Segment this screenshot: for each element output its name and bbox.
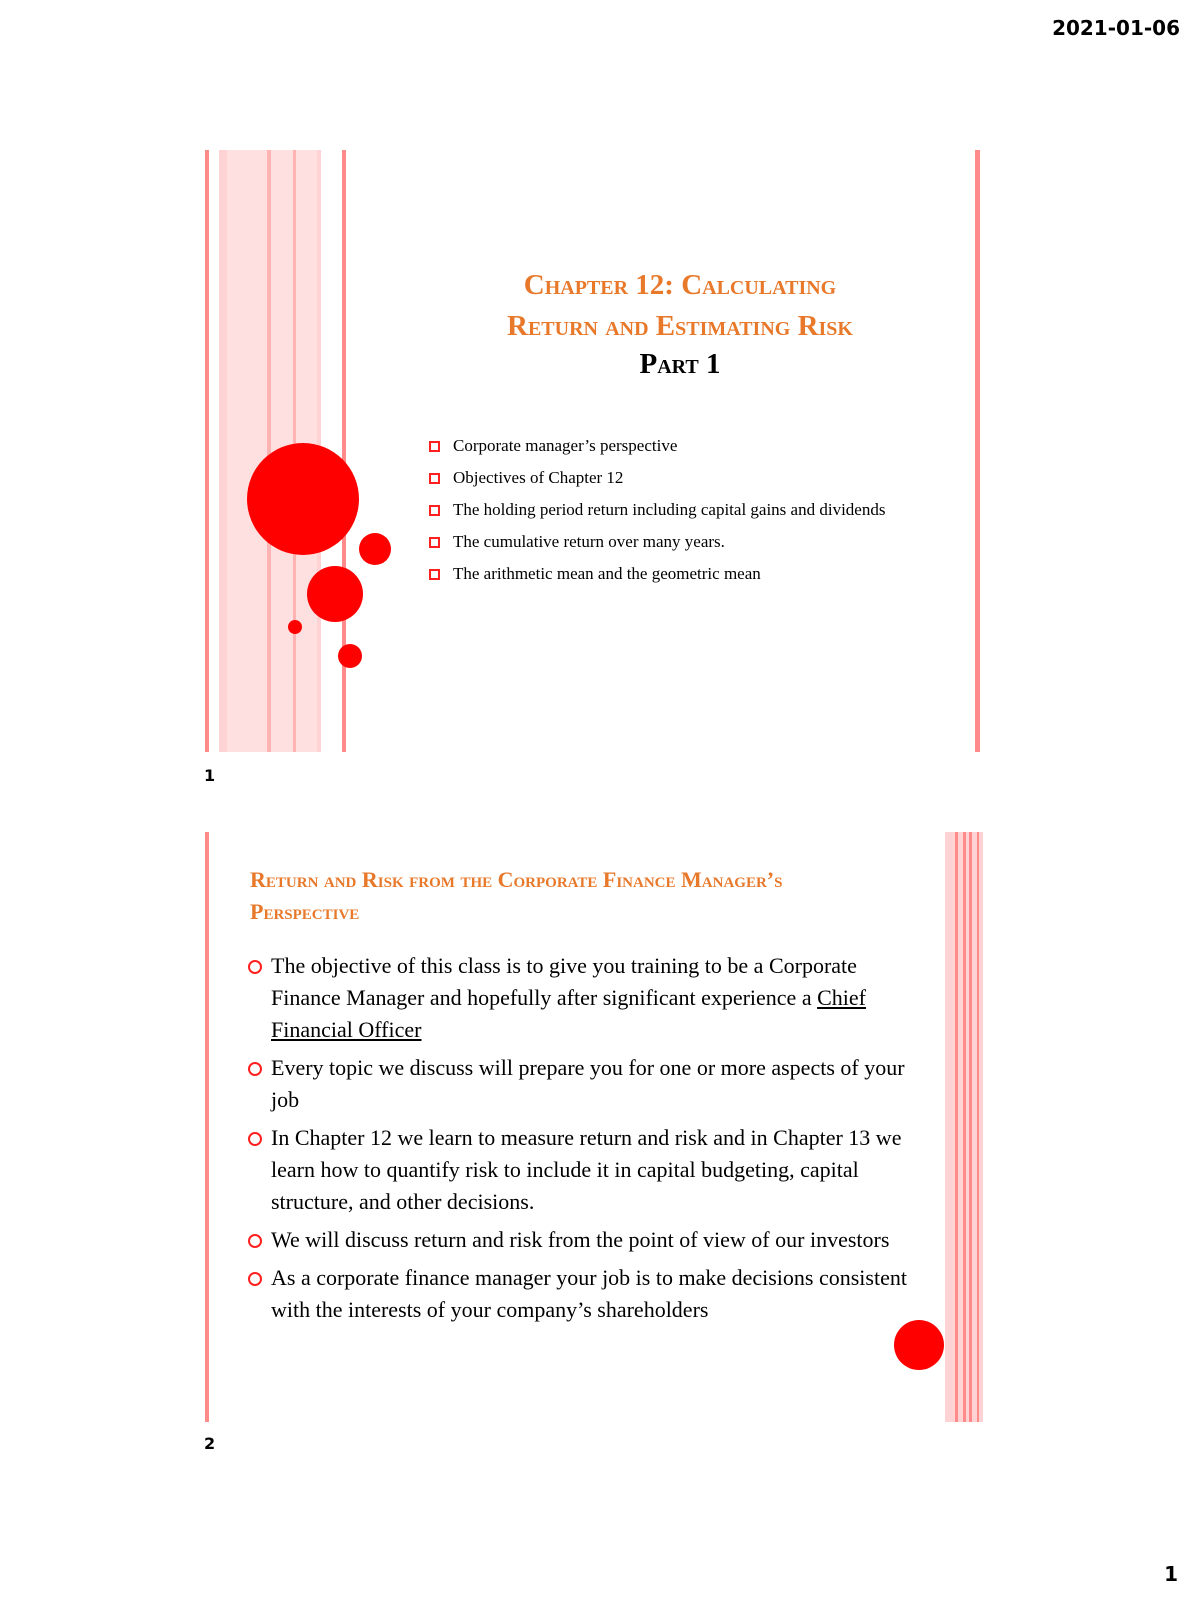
slide-title: Chapter 12: Calculating Return and Estimating Risk	[507, 269, 853, 342]
square-bullet-icon	[429, 569, 440, 580]
stripe	[955, 832, 958, 1422]
stripe	[969, 832, 972, 1422]
slide-title: Return and Risk from the Corporate Finance Manager’s Perspective	[250, 867, 783, 924]
list-item: The holding period return including capital gains and dividends	[429, 496, 949, 523]
list-item: In Chapter 12 we learn to measure return and risk and in Chapter 13 we learn how to quantify risk to include it in capital budgeting, capital structure, and other decisions.	[247, 1122, 907, 1218]
list-item: As a corporate finance manager your job is to make decisions consistent with the interests of your company’s shareholders	[247, 1262, 907, 1326]
slide-number: 2	[204, 1434, 216, 1453]
stripe	[267, 150, 271, 752]
ring-bullet-icon	[248, 1272, 262, 1286]
square-bullet-icon	[429, 505, 440, 516]
slide-number: 1	[204, 766, 216, 785]
stripe	[963, 832, 966, 1422]
square-bullet-icon	[429, 537, 440, 548]
bullet-list	[429, 432, 949, 592]
page-number: 1	[1164, 1562, 1178, 1586]
right-edge-stripe	[975, 150, 980, 752]
list-item: The objective of this class is to give you training to be a Corporate Finance Manager and hopefully after significant experience a Chief Financial Officer	[247, 950, 907, 1046]
ring-bullet-icon	[248, 1062, 262, 1076]
list-item: The arithmetic mean and the geometric mean	[429, 560, 949, 587]
list-item: The cumulative return over many years.	[429, 528, 949, 555]
bullet-list	[247, 950, 907, 1332]
medium-circle	[307, 566, 363, 622]
left-edge-stripe	[205, 832, 209, 1422]
tiny-circle	[288, 620, 302, 634]
slide-2	[205, 832, 1003, 1422]
small-circle	[338, 644, 362, 668]
slide-subtitle: Part 1	[639, 348, 721, 380]
stripe	[219, 150, 227, 752]
underlined-term: Chief Financial Officer	[271, 985, 866, 1042]
square-bullet-icon	[429, 473, 440, 484]
stripe	[977, 832, 979, 1422]
list-item: Objectives of Chapter 12	[429, 464, 949, 491]
right-stripe-decoration	[945, 832, 983, 1422]
large-circle	[247, 443, 359, 555]
ring-bullet-icon	[248, 1234, 262, 1248]
page-date: 2021-01-06	[1052, 16, 1180, 40]
slide-1	[205, 150, 1003, 752]
ring-bullet-icon	[248, 960, 262, 974]
ring-bullet-icon	[248, 1132, 262, 1146]
list-item: Every topic we discuss will prepare you for one or more aspects of your job	[247, 1052, 907, 1116]
stripe	[205, 150, 209, 752]
small-circle	[359, 533, 391, 565]
square-bullet-icon	[429, 441, 440, 452]
list-item: Corporate manager’s perspective	[429, 432, 949, 459]
list-item: We will discuss return and risk from the point of view of our investors	[247, 1224, 907, 1256]
